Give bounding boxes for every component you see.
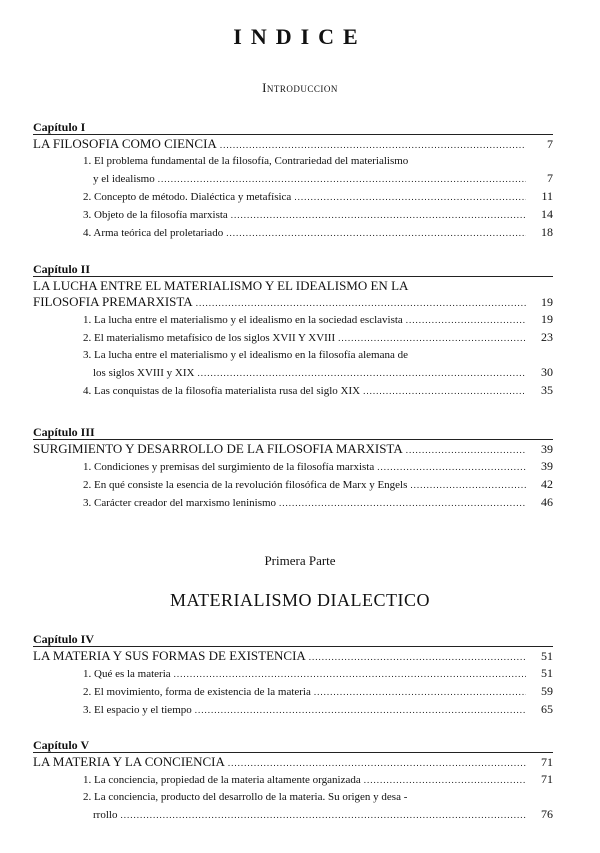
page-number: 42 [541,477,553,491]
page-number: 7 [547,171,553,185]
chapter-1 [33,120,553,242]
chapter-title-row [33,439,553,458]
chapter-2 [33,262,553,400]
toc-entry: 1. Condiciones y premisas del surgimiento de la filosofía marxista ..... 39 [83,458,553,476]
chapter-label: Capítulo III [33,425,95,439]
page-number: 23 [541,330,553,344]
chapter-title-row [33,134,553,153]
page-number: 18 [541,225,553,239]
chapter-title: SURGIMIENTO Y DESARROLLO DE LA FILOSOFIA MARXISTA [33,441,403,456]
page-number: 19 [541,295,553,309]
chapter-title: LA MATERIA Y SUS FORMAS DE EXISTENCIA [33,648,306,663]
chapter-items [83,665,553,719]
introduction-heading: Introduccion [262,80,338,95]
chapter-items [83,771,553,824]
chapter-title: FILOSOFIA PREMARXISTA [33,294,193,309]
page-number: 65 [541,702,553,716]
chapter-5 [33,738,553,824]
page-number: 19 [541,312,553,326]
chapter-label: Capítulo IV [33,632,95,646]
toc-entry: 4. Arma teórica del proletariado ..... 18 [83,224,553,242]
chapter-4 [33,632,553,719]
chapter-title: LA MATERIA Y LA CONCIENCIA [33,754,225,769]
page-number: 39 [541,459,553,473]
page-title: INDICE [233,24,367,49]
page-number: 71 [541,772,553,786]
chapter-title: LA LUCHA ENTRE EL MATERIALISMO Y EL IDEALISMO EN LA [33,278,409,293]
chapter-items [83,311,553,400]
part-label: Primera Parte [264,553,336,568]
page-number: 59 [541,684,553,698]
chapter-title-row [33,646,553,665]
toc-entry: 2. El materialismo metafísico de los siglos XVII Y XVIII ..... 23 [83,329,553,347]
page-number: 51 [541,649,553,663]
toc-entry: 3. Objeto de la filosofía marxista ..... 14 [83,206,553,224]
page-number: 35 [541,383,553,397]
toc-entry: 3. La lucha entre el materialismo y el idealismo en la filosofía alemana de los siglos XVIII y XIX ..... 30 [83,347,553,382]
chapter-title: LA FILOSOFIA COMO CIENCIA [33,136,217,151]
page-number: 39 [541,442,553,456]
chapter-label: Capítulo V [33,738,90,752]
toc-entry: 2. La conciencia, producto del desarrollo de la materia. Su origen y desa - rrollo ..... 76 [83,789,553,824]
toc-entry: 2. Concepto de método. Dialéctica y metafísica ..... 11 [83,188,553,206]
toc-entry: 1. La conciencia, propiedad de la materia altamente organizada ..... 71 [83,771,553,789]
toc-entry: 4. Las conquistas de la filosofía materialista rusa del siglo XIX ..... 35 [83,382,553,400]
toc-entry: 2. El movimiento, forma de existencia de la materia ..... 59 [83,683,553,701]
chapter-title-row [33,276,553,311]
page-number: 14 [541,207,553,221]
toc-entry: 2. En qué consiste la esencia de la revolución filosófica de Marx y Engels ..... 42 [83,476,553,494]
part-title: MATERIALISMO DIALECTICO [170,590,430,610]
page-number: 7 [547,137,553,151]
page-number: 11 [541,189,553,203]
toc-entry: 3. El espacio y el tiempo ..... 65 [83,701,553,719]
chapter-label: Capítulo I [33,120,86,134]
chapter-items [83,458,553,512]
page-number: 76 [541,807,553,821]
page-number: 30 [541,365,553,379]
chapter-3 [33,425,553,512]
toc-entry: 1. El problema fundamental de la filosofía, Contrariedad del materialismo y el idealismo ..... 7 [83,153,553,188]
toc-entry: 1. La lucha entre el materialismo y el idealismo en la sociedad esclavista ..... 19 [83,311,553,329]
toc-entry: 3. Carácter creador del marxismo leninismo ..... 46 [83,494,553,512]
page-number: 46 [541,495,553,509]
toc-entry: 1. Qué es la materia ..... 51 [83,665,553,683]
page-number: 71 [541,755,553,769]
chapter-items [83,153,553,242]
chapter-title-row [33,752,553,771]
chapter-label: Capítulo II [33,262,91,276]
page-number: 51 [541,666,553,680]
